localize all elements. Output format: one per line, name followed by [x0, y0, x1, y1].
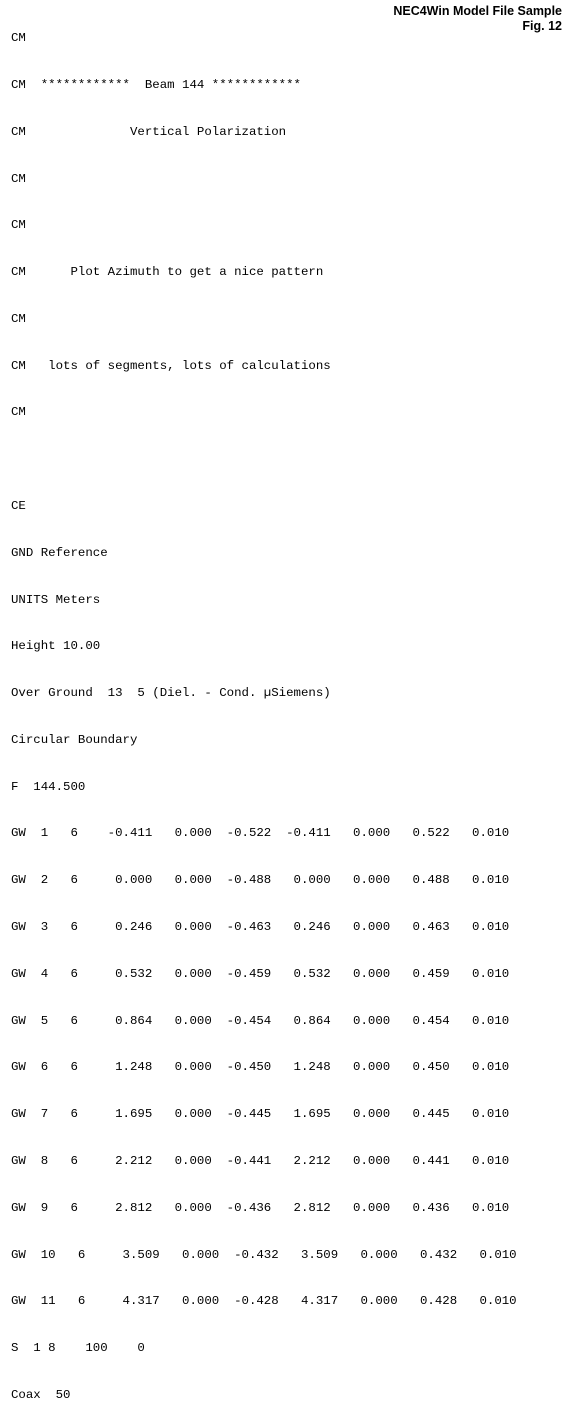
listing-line-ground-reference: GND Reference [11, 545, 108, 560]
listing-line-wire: GW 3 6 0.246 0.000 -0.463 0.246 0.000 0.463 0.010 [11, 920, 510, 935]
listing-line-comment: CM [11, 311, 26, 326]
listing-line-source: S 1 8 100 0 [11, 1341, 145, 1356]
listing-line-wire: GW 4 6 0.532 0.000 -0.459 0.532 0.000 0.459 0.010 [11, 966, 510, 981]
listing-line-frequency: F 144.500 [11, 779, 86, 794]
caption-title: NEC4Win Model File Sample [393, 4, 562, 18]
listing-line-wire: GW 2 6 0.000 0.000 -0.488 0.000 0.000 0.488 0.010 [11, 873, 510, 888]
listing-line-blank [11, 452, 556, 468]
listing-line-height: Height 10.00 [11, 639, 101, 654]
listing-line-units: UNITS Meters [11, 592, 101, 607]
caption-figure-number: Fig. 12 [522, 19, 562, 33]
listing-line-comment-polarization: CM Vertical Polarization [11, 124, 287, 139]
listing-line-comment: CM [11, 405, 26, 420]
listing-line-wire: GW 11 6 4.317 0.000 -0.428 4.317 0.000 0.428 0.010 [11, 1294, 517, 1309]
listing-line-wire: GW 5 6 0.864 0.000 -0.454 0.864 0.000 0.454 0.010 [11, 1013, 510, 1028]
listing-line-wire: GW 6 6 1.248 0.000 -0.450 1.248 0.000 0.450 0.010 [11, 1060, 510, 1075]
listing-line-over-ground: Over Ground 13 5 (Diel. - Cond. µSiemens) [11, 686, 331, 701]
listing-line-comment: CM [11, 218, 26, 233]
listing-line-comment-azimuth: CM Plot Azimuth to get a nice pattern [11, 265, 324, 280]
listing-line-wire: GW 7 6 1.695 0.000 -0.445 1.695 0.000 0.445 0.010 [11, 1107, 510, 1122]
listing-line-wire: GW 8 6 2.212 0.000 -0.441 2.212 0.000 0.441 0.010 [11, 1153, 510, 1168]
listing-line-wire: GW 9 6 2.812 0.000 -0.436 2.812 0.000 0.436 0.010 [11, 1200, 510, 1215]
listing-line-wire: GW 10 6 3.509 0.000 -0.432 3.509 0.000 0.432 0.010 [11, 1247, 517, 1262]
listing-line-comment-end: CE [11, 499, 26, 513]
nec-model-listing [11, 0, 556, 1419]
listing-line-comment-segments: CM lots of segments, lots of calculations [11, 358, 331, 373]
listing-line-comment: CM [11, 31, 26, 46]
listing-line-boundary: Circular Boundary [11, 732, 138, 747]
listing-line-comment: CM [11, 171, 26, 186]
listing-line-comment-title: CM ************ Beam 144 ************ [11, 77, 301, 92]
listing-line-coax: Coax 50 [11, 1387, 71, 1402]
listing-line-wire: GW 1 6 -0.411 0.000 -0.522 -0.411 0.000 0.522 0.010 [11, 826, 510, 841]
